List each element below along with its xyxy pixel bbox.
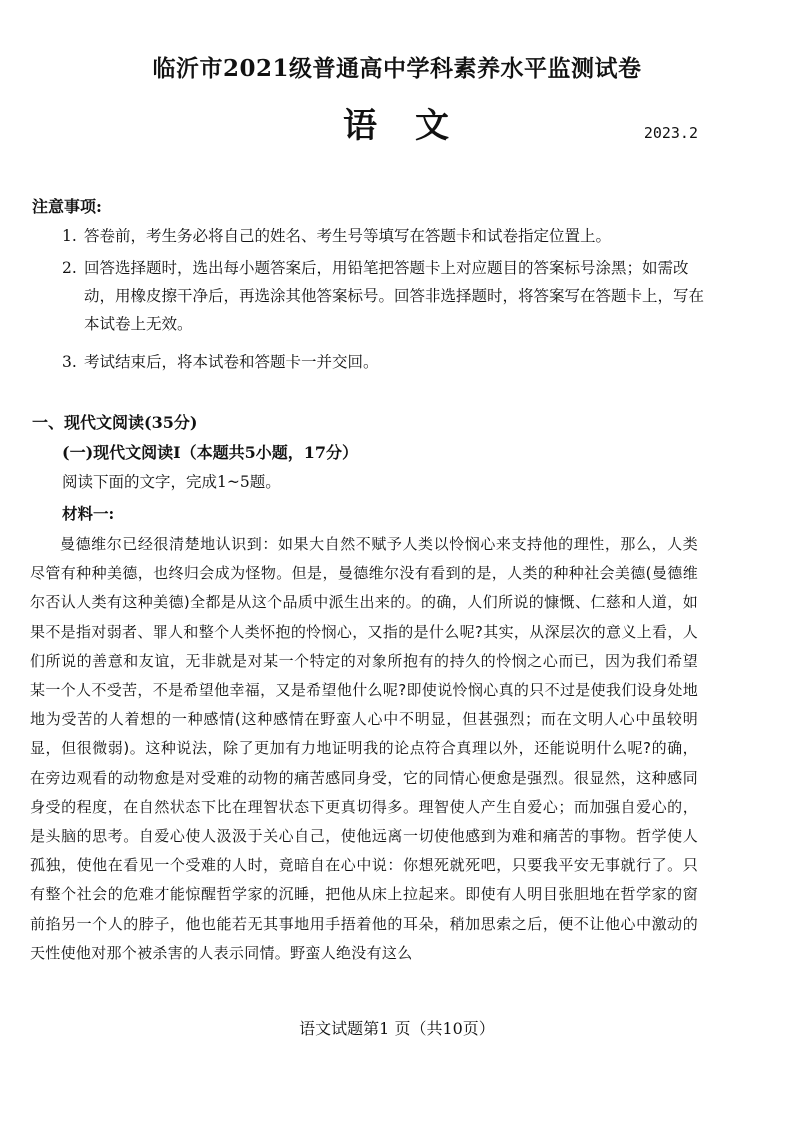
material-label: 材料一: [62,504,115,523]
subsection-heading: (一)现代文阅读I（本题共5小题，17分） [62,443,359,462]
reading-passage [30,530,698,968]
note-item [62,348,717,376]
reading-instruction: 阅读下面的文字，完成1~5题。 [62,473,281,491]
note-text: 回答选择题时，选出每小题答案后，用铅笔把答题卡上对应题目的答案标号涂黑；如需改动，用橡皮擦干净后，再选涂其他答案标号。回答非选择题时，将答案写在答题卡上，写在本试卷上无效。 [84,259,705,333]
note-number: 2. [62,259,77,277]
note-number: 1. [62,227,77,245]
note-text: 考试结束后，将本试卷和答题卡一并交回。 [84,353,379,371]
note-item [62,222,717,250]
note-item [62,254,717,338]
section-heading: 一、现代文阅读(35分) [32,413,198,432]
exam-date: 2023.2 [643,124,698,142]
subject-title: 语 文 [343,106,451,146]
note-text: 答卷前，考生务必将自己的姓名、考生号等填写在答题卡和试卷指定位置上。 [84,227,612,245]
page-footer: 语文试题第1 页（共10页） [299,1019,495,1038]
passage-paragraph: 曼德维尔已经很清楚地认识到：如果大自然不赋予人类以怜悯心来支持他的理性，那么，人类尽管有种种美德，也终归会成为怪物。但是，曼德维尔没有看到的是，人类的种种社会美德(曼德维尔否认人类有这种美德)全都是从这个品质中派生出来的。的确，人们所说的慷慨、仁慈和人道，如果不是指对弱者、罪人和整个人类怀抱的怜悯心，又指的是什么呢?其实，从深层次的意义上看，人们所说的善意和友谊，无非就是对某一个特定的对象所抱有的持久的怜悯之心而已，因为我们希望某一个人不受苦，不是希望他幸福，又是希望他什么呢?即使说怜悯心真的只不过是使我们设身处地地为受苦的人着想的一种感情(这种感情在野蛮人心中不明显，但甚强烈；而在文明人心中虽较明显，但很微弱)。这种说法，除了更加有力地证明我的论点符合真理以外，还能说明什么呢?的确，在旁边观看的动物愈是对受难的动物的痛苦感同身受，它的同情心便愈是强烈。很显然，这种感同身受的程度，在自然状态下比在理智状态下更真切得多。理智使人产生自爱心；而加强自爱心的，是头脑的思考。自爱心使人汲汲于关心自己，使他远离一切使他感到为难和痛苦的事物。哲学使人孤独，使他在看见一个受难的人时，竟暗自在心中说：你想死就死吧，只要我平安无事就行了。只有整个社会的危难才能惊醒哲学家的沉睡，把他从床上拉起来。即使有人明目张胆地在哲学家的窗前掐另一个人的脖子，他也能若无其事地用手捂着他的耳朵，稍加思索之后，便不让他心中激动的天性使他对那个被杀害的人表示同情。野蛮人绝没有这么 [30,535,698,962]
notes-heading: 注意事项: [32,197,102,216]
exam-title: 临沂市2021级普通高中学科素养水平监测试卷 [152,55,642,82]
notes-list [62,222,717,380]
note-number: 3. [62,353,77,371]
